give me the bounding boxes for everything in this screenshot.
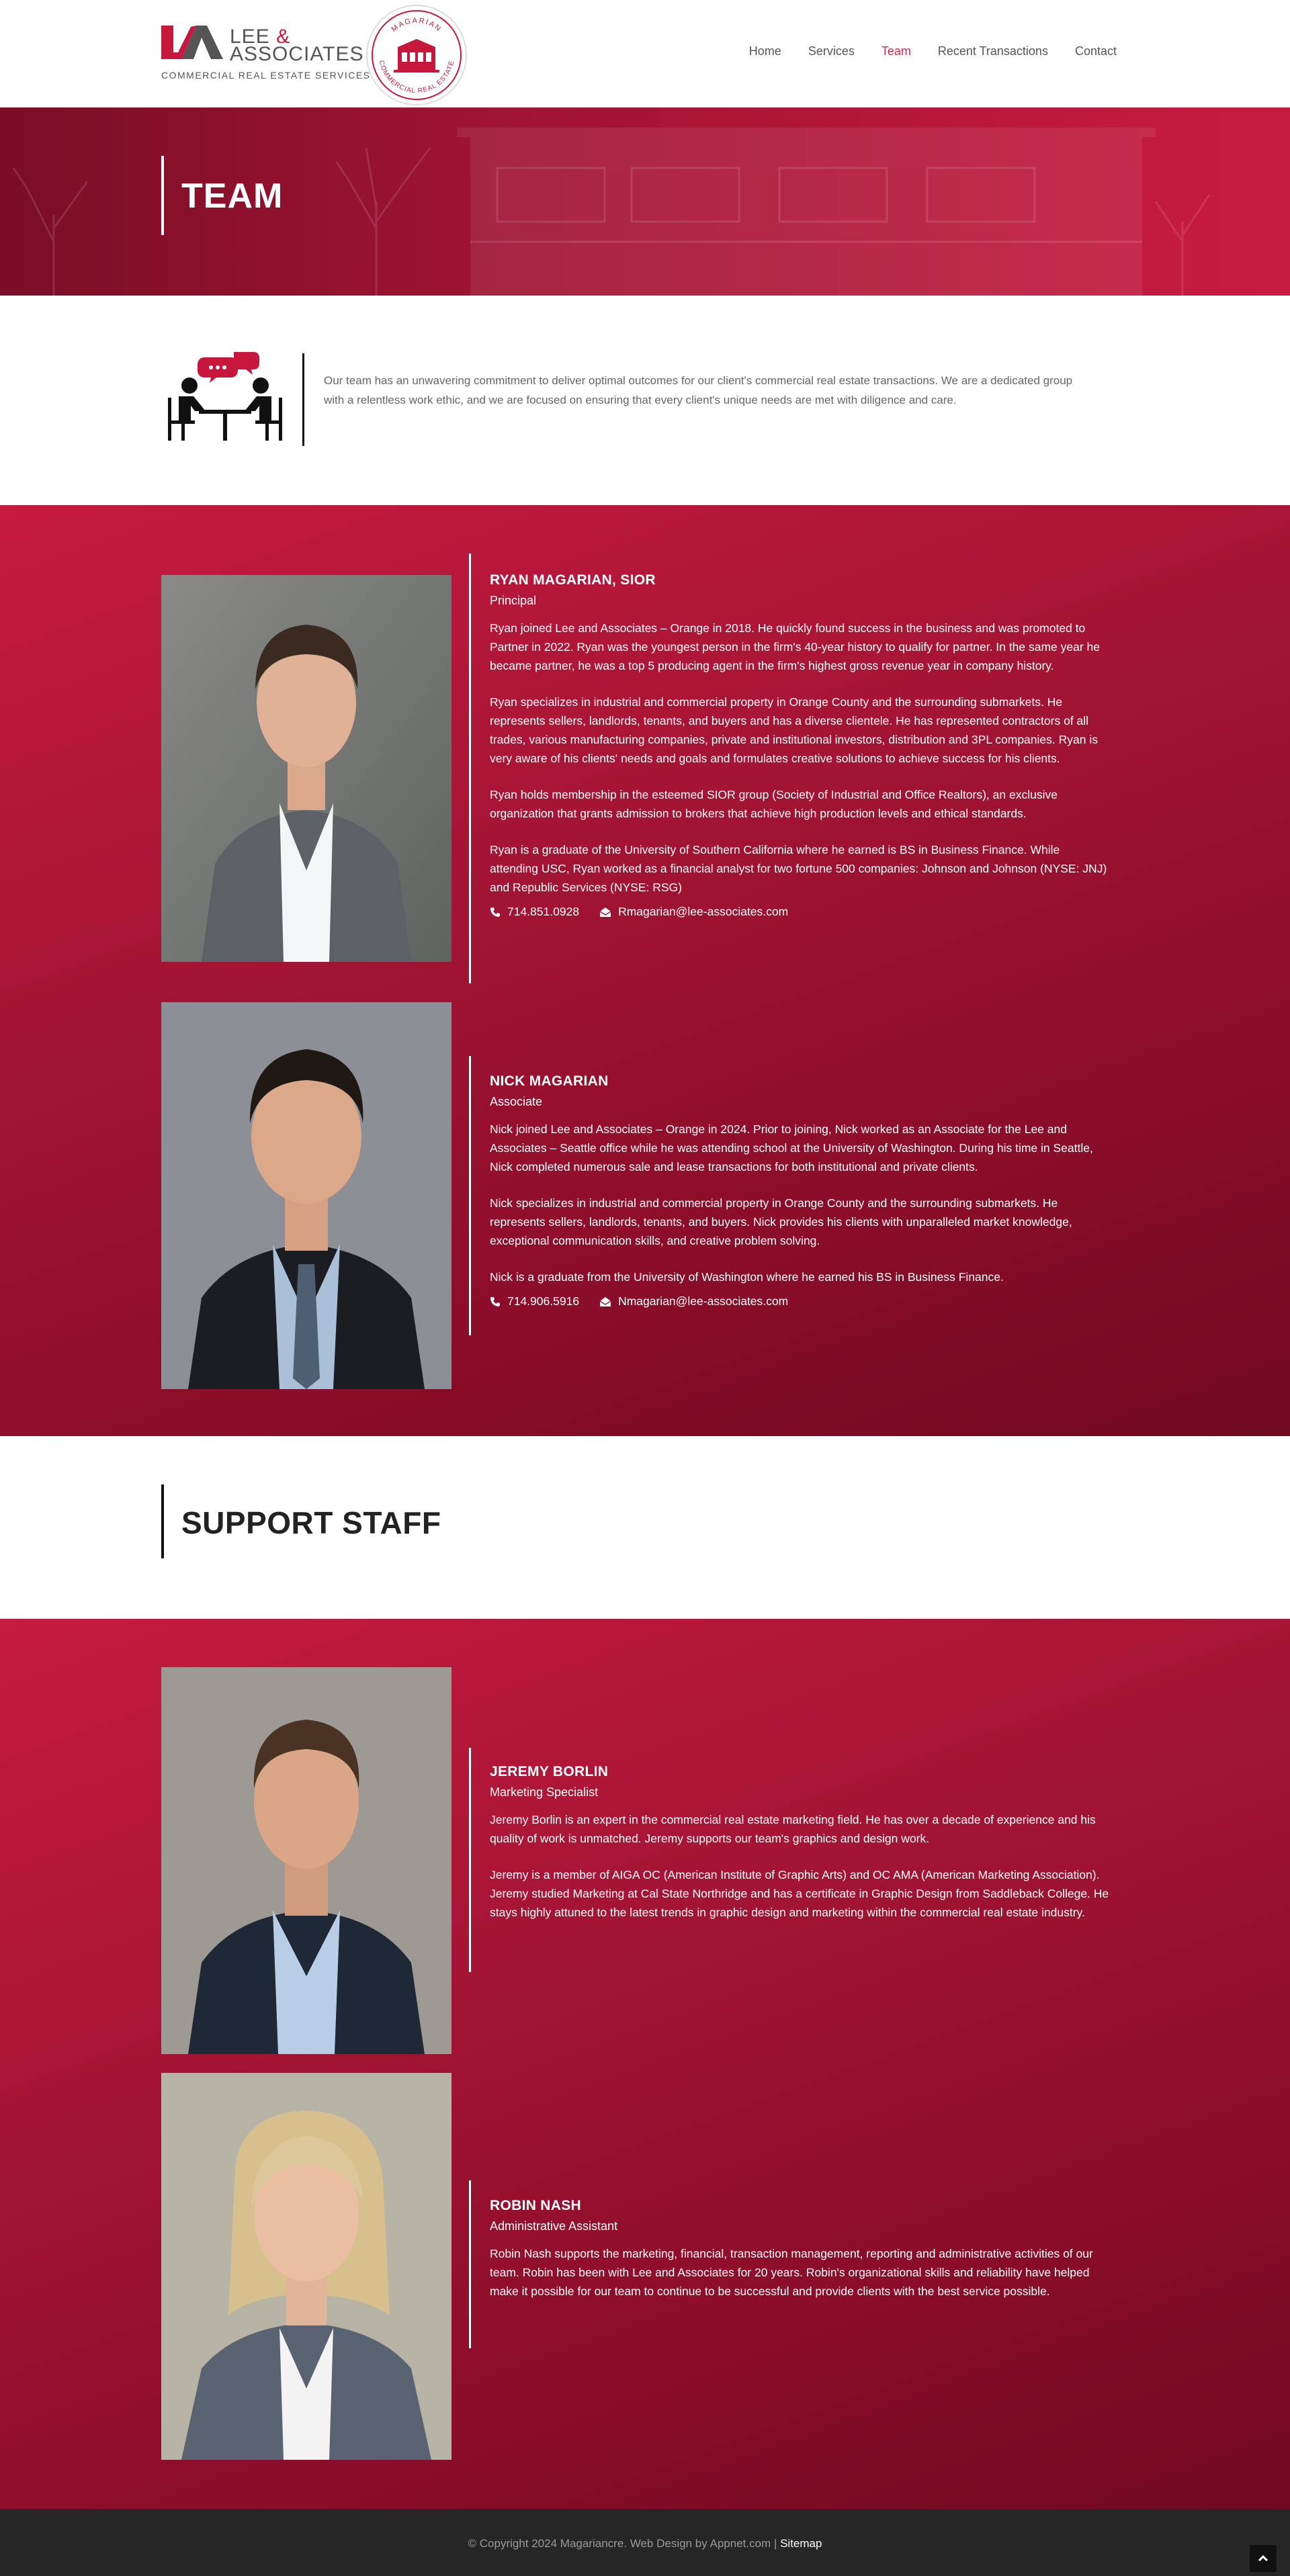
envelope-icon	[599, 1296, 611, 1307]
main-nav	[749, 44, 1117, 58]
ryan-magarian-photo	[161, 575, 452, 962]
logo-tagline: COMMERCIAL REAL ESTATE SERVICES	[161, 70, 371, 81]
email-link[interactable]: Nmagarian@lee-associates.com	[599, 1294, 788, 1308]
intro-divider	[302, 353, 304, 446]
logo-line-2: ASSOCIATES	[230, 43, 364, 65]
member-role: Administrative Assistant	[490, 2219, 618, 2233]
jeremy-borlin-photo	[161, 1667, 452, 2054]
copyright-label: © Copyright 2024 Magariancre. Web Design by Appnet.com |	[468, 2537, 781, 2550]
nick-card-divider	[469, 1056, 471, 1335]
phone-link[interactable]: 714.851.0928	[490, 905, 579, 919]
team-intro	[0, 296, 1290, 505]
nick-magarian-photo	[161, 1002, 452, 1389]
envelope-icon	[599, 907, 611, 918]
member-name: ROBIN NASH	[490, 2198, 582, 2213]
copyright-text	[0, 2537, 1290, 2550]
team-meeting-icon	[161, 348, 289, 442]
sitemap-link[interactable]: Sitemap	[780, 2537, 822, 2550]
phone-icon	[490, 907, 501, 918]
page-hero	[0, 107, 1290, 296]
member-name: JEREMY BORLIN	[490, 1764, 609, 1779]
page-title: TEAM	[181, 177, 284, 216]
member-role: Associate	[490, 1095, 543, 1108]
member-bio: Nick is a graduate from the University of Washington where he earned his BS in Business Finance.	[490, 1270, 1004, 1284]
nav-contact[interactable]: Contact	[1074, 44, 1117, 58]
member-name: NICK MAGARIAN	[490, 1073, 609, 1089]
magarian-seal-logo[interactable]	[364, 3, 469, 107]
member-bio: Ryan holds membership in the esteemed SIOR group (Society of Industrial and Office Realtors), an exclusive organization that grants admission to brokers that achieve high production levels and ethical standards.	[490, 788, 1058, 820]
chevron-up-icon	[1250, 2545, 1277, 2572]
robin-nash-photo	[161, 2073, 452, 2460]
team-members-section	[0, 505, 1290, 1436]
member-role: Marketing Specialist	[490, 1785, 599, 1799]
nav-recent-transactions[interactable]: Recent Transactions	[937, 44, 1048, 58]
member-name: RYAN MAGARIAN, SIOR	[490, 572, 656, 588]
phone-link[interactable]: 714.906.5916	[490, 1294, 579, 1308]
member-bio: Robin Nash supports the marketing, financial, transaction management, reporting and administrative activities of our team. Robin has been with Lee and Associates for 20 years. Robin's organizational skills and reliability have helped make it possible for our team to continue to be successful and provide clients with the best service possible.	[490, 2247, 1093, 2298]
intro-text: Our team has an unwavering commitment to deliver optimal outcomes for our client's commercial real estate transactions. We are a dedicated group with a relentless work ethic, and we are focused on ensuring that every client's unique needs are met with diligence and care.	[324, 374, 1073, 406]
lee-associates-logo[interactable]	[161, 23, 371, 85]
svg-text:MAGARIAN: MAGARIAN	[390, 16, 443, 34]
jeremy-borlin-card	[490, 1764, 1111, 1939]
support-accent-bar	[161, 1484, 164, 1558]
member-contact	[490, 905, 1111, 919]
nav-home[interactable]: Home	[748, 44, 781, 58]
member-role: Principal	[490, 594, 537, 607]
nav-team[interactable]: Team	[881, 44, 911, 58]
svg-text:COMMERCIAL REAL ESTATE: COMMERCIAL REAL ESTATE	[377, 59, 456, 95]
robin-card-divider	[469, 2180, 471, 2348]
member-bio: Jeremy is a member of AIGA OC (American Institute of Graphic Arts) and OC AMA (American Marketing Association). Jeremy studied Marketing at Cal State Northridge and has a certificate in Graphic Design from Saddleback College. He stays highly attuned to the latest trends in graphic design and marketing within the commercial real estate industry.	[490, 1868, 1109, 1919]
phone-icon	[490, 1296, 501, 1307]
jeremy-card-divider	[469, 1748, 471, 1972]
nav-services[interactable]: Services	[808, 44, 855, 58]
logo-line-1: LEE &	[230, 26, 291, 48]
ryan-magarian-card	[490, 572, 1111, 919]
support-staff-heading	[0, 1436, 1290, 1619]
email-link[interactable]: Rmagarian@lee-associates.com	[599, 905, 788, 919]
member-bio: Ryan is a graduate of the University of Southern California where he earned is BS in Business Finance. While attending USC, Ryan worked as a financial analyst for two fortune 500 companies: Johnson and Johnson (NYSE: JNJ) and Republic Services (NYSE: RSG)	[490, 843, 1107, 894]
member-bio: Ryan specializes in industrial and commercial property in Orange County and the surrounding submarkets. He represents sellers, landlords, tenants, and buyers and has a diverse clientele. He has represented contractors of all trades, various manufacturing companies, private and institutional investors, distribution and 3PL companies. Ryan is very aware of his clients' needs and goals and formulates creative solutions to achieve success for his clients.	[490, 695, 1098, 765]
support-staff-section	[0, 1619, 1290, 2509]
site-header	[0, 0, 1290, 107]
member-bio: Nick specializes in industrial and commercial property in Orange County and the surrounding submarkets. He represents sellers, landlords, tenants, and buyers. Nick provides his clients with unparalleled market knowledge, exceptional communication skills, and creative problem solving.	[490, 1196, 1072, 1247]
back-to-top-button[interactable]	[1250, 2545, 1277, 2572]
nick-magarian-card	[490, 1073, 1111, 1308]
member-bio: Ryan joined Lee and Associates – Orange in 2018. He quickly found success in the business and was promoted to Partner in 2022. Ryan was the youngest person in the firm's 40-year history to qualify for partner. In the same year he became partner, he was a top 5 producing agent in the firm's highest gross revenue year in company history.	[490, 621, 1100, 672]
ryan-card-divider	[469, 553, 471, 983]
site-footer	[0, 2509, 1290, 2576]
member-bio: Jeremy Borlin is an expert in the commercial real estate marketing field. He has over a decade of experience and his quality of work is unmatched. Jeremy supports our team's graphics and design work.	[490, 1813, 1096, 1845]
member-contact	[490, 1294, 1111, 1308]
hero-accent-bar	[161, 156, 164, 235]
section-title: SUPPORT STAFF	[181, 1505, 441, 1540]
la-logo-mark	[161, 23, 224, 59]
member-bio: Nick joined Lee and Associates – Orange in 2024. Prior to joining, Nick worked as an Associate for the Lee and Associates – Seattle office while he was attending school at the University of Washington. During his time in Seattle, Nick completed numerous sale and lease transactions for both institutional and private clients.	[490, 1122, 1093, 1173]
robin-nash-card	[490, 2198, 1111, 2318]
